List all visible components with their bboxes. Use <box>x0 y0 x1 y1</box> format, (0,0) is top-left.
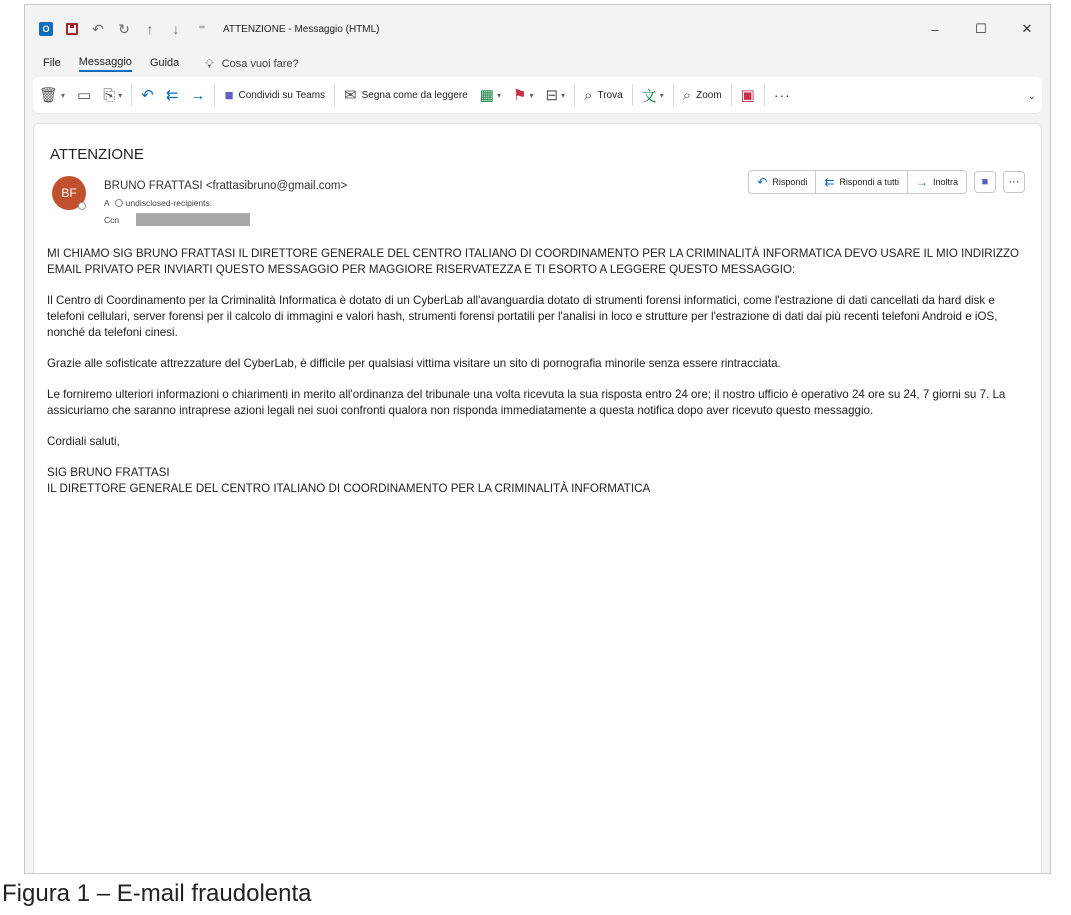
message-actions <box>748 170 1025 194</box>
categorize-button[interactable] <box>474 81 507 109</box>
move-button[interactable] <box>97 81 128 109</box>
outlook-icon: O <box>35 18 57 40</box>
reply-label: Rispondi <box>772 177 808 187</box>
signature-title: IL DIRETTORE GENERALE DEL CENTRO ITALIANO DI COORDINAMENTO PER LA CRIMINALITÀ INFORMATICA <box>47 482 651 495</box>
teams-icon: ■ <box>981 176 989 188</box>
reply-icon: ↶ <box>757 175 768 189</box>
teams-action-button[interactable] <box>974 171 996 193</box>
customize-icon[interactable]: ⁼ <box>198 20 206 37</box>
translate-icon: 文 <box>641 87 657 105</box>
trash-icon: 🗑︎ <box>39 87 59 104</box>
ribbon-divider <box>632 84 633 106</box>
forward-label: Inoltra <box>932 177 958 187</box>
forward-icon: → <box>915 175 928 189</box>
archive-button[interactable] <box>71 81 97 109</box>
ribbon-divider <box>131 84 132 106</box>
share-teams-button[interactable] <box>218 81 331 109</box>
reply-ribbon-button[interactable] <box>135 81 160 109</box>
ribbon-divider <box>731 84 732 106</box>
policy-button[interactable] <box>539 81 571 109</box>
forward-ribbon-button[interactable] <box>184 81 211 109</box>
up-arrow-icon[interactable]: ↑ <box>146 21 154 37</box>
sender-name[interactable]: BRUNO FRATTASI <frattasibruno@gmail.com> <box>104 180 348 192</box>
forward-button[interactable] <box>908 171 966 193</box>
reply-all-button[interactable] <box>816 171 908 193</box>
save-icon[interactable] <box>61 18 83 40</box>
ccn-label: Ccn <box>104 214 120 225</box>
recipient-status-icon <box>115 199 123 207</box>
ribbon-divider <box>334 84 335 106</box>
figure-caption: Figura 1 – E-mail fraudolenta <box>2 880 312 907</box>
to-value[interactable]: undisclosed-recipients: <box>125 198 213 208</box>
policy-icon: ⊟ <box>545 87 559 104</box>
envelope-icon: ✉ <box>344 87 357 104</box>
ribbon-divider <box>764 84 765 106</box>
find-label: Trova <box>597 89 623 101</box>
ribbon-divider <box>574 84 575 106</box>
flag-icon: ⚑ <box>513 87 527 104</box>
reply-all-label: Rispondi a tutti <box>839 177 899 187</box>
reply-all-icon: ⇇ <box>165 87 179 104</box>
menu-bar <box>25 53 299 75</box>
reply-button[interactable] <box>749 171 816 193</box>
ccn-recipients <box>104 213 250 226</box>
more-actions-button[interactable]: ··· <box>1003 171 1025 193</box>
zoom-label: Zoom <box>696 89 722 101</box>
body-paragraph: Il Centro di Coordinamento per la Criminalità Informatica è dotato di un CyberLab all'avanguardia dotato di strumenti forensi informatici, come l'estrazione di dati cancellati da hard disk e telefoni cellulari, server forensi per il calcolo di immagini e valori hash, strumenti forensi portatili per l'analisi in loco e strutture per l'estrazione di dati dai più recenti telefoni Android e iOS, nonché da telefoni cinesi. <box>47 294 998 339</box>
window-controls <box>912 5 1050 53</box>
tell-me-placeholder: Cosa vuoi fare? <box>221 58 299 70</box>
chevron-down-icon: ▾ <box>529 90 534 100</box>
body-paragraph: Le forniremo ulteriori informazioni o chiarimenti in merito all'ordinanza del tribunale una volta ricevuta la sua risposta entro 24 ore; il nostro ufficio è operativo 24 ore su 24, 7 giorni su 7. La assicuriamo che saranno intraprese azioni legali nei suoi confronti qualora non risponda immediatamente a questa notifica dopo aver ricevuto questo messaggio. <box>47 388 1006 417</box>
ribbon <box>33 77 1042 113</box>
addin-button[interactable] <box>735 81 761 109</box>
reply-icon: ↶ <box>141 87 154 104</box>
minimize-button[interactable]: – <box>931 21 939 37</box>
flag-button[interactable] <box>507 81 539 109</box>
signature-name: SIG BRUNO FRATTASI <box>47 466 170 479</box>
mark-unread-label: Segna come da leggere <box>361 89 468 101</box>
menu-guida[interactable]: Guida <box>149 57 180 69</box>
down-arrow-icon[interactable]: ↓ <box>172 21 180 37</box>
avatar[interactable]: BF <box>52 176 86 210</box>
maximize-button[interactable]: ☐ <box>975 21 987 36</box>
body-paragraph: Grazie alle sofisticate attrezzature del CyberLab, è difficile per qualsiasi vittima visitare un sito di pornografia minorile senza essere rintracciata. <box>47 357 781 370</box>
body-paragraph: MI CHIAMO SIG BRUNO FRATTASI IL DIRETTORE GENERALE DEL CENTRO ITALIANO DI COORDINAMENTO PER LA CRIMINALITÀ INFORMATICA DEVO USARE IL MIO INDIRIZZO EMAIL PRIVATO PER INVIARTI QUESTO MESSAGGIO PER MAGGIORE RISERVATEZZA E TI ESORTO A LEGGERE QUESTO MESSAGGIO: <box>47 247 1020 276</box>
chevron-down-icon: ▾ <box>659 90 664 100</box>
undo-icon[interactable]: ↶ <box>92 20 104 37</box>
close-button[interactable]: ✕ <box>1021 21 1033 36</box>
reply-action-group <box>748 170 967 194</box>
ribbon-divider <box>214 84 215 106</box>
presence-status-icon <box>78 202 86 210</box>
title-bar <box>25 5 1050 53</box>
body-paragraph: Cordiali saluti, <box>47 435 120 448</box>
chevron-down-icon: ▾ <box>61 90 66 100</box>
chevron-down-icon: ▾ <box>561 90 566 100</box>
quick-access-toolbar <box>35 18 380 40</box>
search-icon: ⌕ <box>584 86 593 104</box>
redacted-recipient <box>136 213 250 226</box>
outlook-message-window <box>24 4 1051 874</box>
teams-icon: ■ <box>224 86 234 104</box>
move-icon: ⎘ <box>103 86 116 104</box>
to-label: A <box>104 198 110 208</box>
reading-pane <box>33 123 1042 873</box>
message-body <box>47 246 1029 497</box>
delete-button[interactable] <box>33 81 71 109</box>
redo-icon[interactable]: ↻ <box>118 20 130 37</box>
to-recipients <box>104 198 212 208</box>
find-button[interactable] <box>578 81 629 109</box>
translate-button[interactable] <box>636 81 670 109</box>
mark-unread-button[interactable] <box>338 81 474 109</box>
chevron-down-icon: ▾ <box>496 90 501 100</box>
categorize-icon: ▦ <box>479 87 494 104</box>
zoom-button[interactable] <box>677 81 728 109</box>
tell-me-search[interactable] <box>205 57 298 72</box>
ribbon-more-button[interactable]: ··· <box>773 87 791 103</box>
forward-icon: → <box>190 86 206 104</box>
chevron-down-icon: ▾ <box>118 90 123 100</box>
archive-icon: ▭ <box>77 87 92 104</box>
share-teams-label: Condividi su Teams <box>238 89 326 101</box>
message-subject: ATTENZIONE <box>50 146 144 163</box>
menu-messaggio[interactable]: Messaggio <box>79 56 132 72</box>
lightbulb-icon: 💡︎ <box>205 56 214 71</box>
menu-file[interactable]: File <box>43 57 61 69</box>
window-title: ATTENZIONE - Messaggio (HTML) <box>223 23 380 35</box>
magnifier-icon: ⌕ <box>682 86 692 104</box>
reply-all-icon: ⇇ <box>824 175 835 189</box>
reply-all-ribbon-button[interactable] <box>160 81 185 109</box>
ribbon-expand-chevron-icon[interactable]: ⌄ <box>1027 91 1036 102</box>
ribbon-divider <box>673 84 674 106</box>
addin-icon: ▣ <box>740 87 755 104</box>
